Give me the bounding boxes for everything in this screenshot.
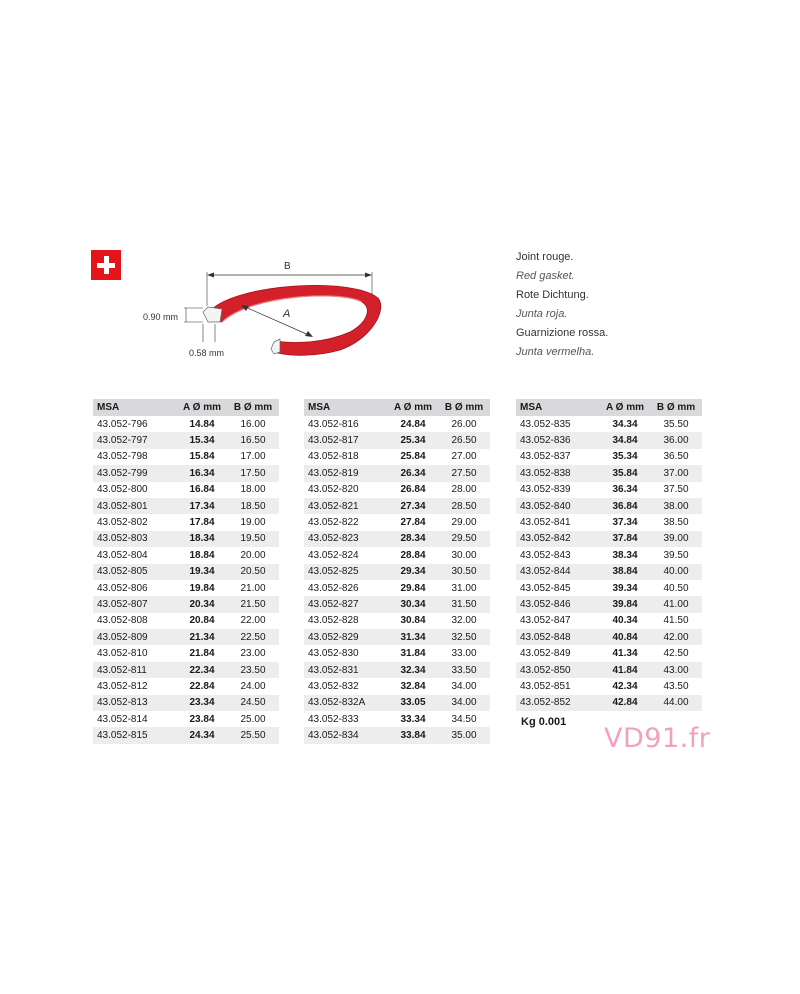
cell-b-diameter: 21.50 bbox=[227, 596, 279, 612]
table-row bbox=[304, 531, 490, 547]
cell-a-diameter: 36.84 bbox=[600, 498, 650, 514]
table-row bbox=[304, 711, 490, 727]
table-row bbox=[304, 613, 490, 629]
cell-a-diameter: 15.84 bbox=[189, 451, 215, 463]
table-row bbox=[516, 596, 702, 612]
table-row bbox=[516, 432, 702, 448]
column-header-msa: MSA bbox=[516, 399, 600, 416]
table-row bbox=[93, 645, 279, 661]
cell-msa: 43.052-800 bbox=[97, 484, 148, 496]
cell-msa: 43.052-804 bbox=[97, 549, 148, 561]
cell-a-diameter: 15.34 bbox=[177, 432, 227, 448]
cell-b-diameter: 43.00 bbox=[650, 662, 702, 678]
table-row bbox=[516, 449, 702, 465]
cell-b-diameter: 44.00 bbox=[650, 695, 702, 711]
cell-msa: 43.052-841 bbox=[520, 517, 571, 529]
cell-a-diameter: 22.84 bbox=[189, 680, 215, 692]
table-row bbox=[516, 547, 702, 563]
cell-msa: 43.052-842 bbox=[516, 531, 600, 547]
cell-a-diameter: 23.34 bbox=[177, 695, 227, 711]
cell-a-diameter: 42.34 bbox=[612, 680, 638, 692]
table-header-row bbox=[93, 399, 279, 416]
cell-b-diameter: 36.50 bbox=[663, 451, 689, 463]
cell-b-diameter: 37.00 bbox=[650, 465, 702, 481]
cell-b-diameter: 23.00 bbox=[240, 648, 266, 660]
cell-a-diameter: 20.84 bbox=[189, 615, 215, 627]
table-row bbox=[516, 465, 702, 481]
cell-a-diameter: 31.34 bbox=[388, 629, 438, 645]
cell-a-diameter: 18.84 bbox=[189, 549, 215, 561]
table-row bbox=[93, 449, 279, 465]
cell-a-diameter: 16.34 bbox=[177, 465, 227, 481]
cell-msa: 43.052-817 bbox=[304, 432, 388, 448]
cell-msa: 43.052-802 bbox=[97, 517, 148, 529]
table-row bbox=[93, 432, 279, 448]
cell-a-diameter: 37.84 bbox=[600, 531, 650, 547]
cell-msa: 43.052-826 bbox=[308, 582, 359, 594]
column-header-a: A Ø mm bbox=[600, 399, 650, 416]
cell-b-diameter: 29.00 bbox=[451, 517, 477, 529]
cell-a-diameter: 20.34 bbox=[177, 596, 227, 612]
cell-a-diameter: 33.05 bbox=[388, 695, 438, 711]
cell-b-diameter: 42.50 bbox=[663, 648, 689, 660]
cell-a-diameter: 35.84 bbox=[600, 465, 650, 481]
table-row bbox=[93, 613, 279, 629]
cell-a-diameter: 17.34 bbox=[177, 498, 227, 514]
cell-b-diameter: 40.00 bbox=[650, 564, 702, 580]
cell-msa: 43.052-831 bbox=[304, 662, 388, 678]
table-row bbox=[93, 514, 279, 530]
cell-a-diameter: 25.34 bbox=[388, 432, 438, 448]
cell-msa: 43.052-811 bbox=[93, 662, 177, 678]
table-row bbox=[304, 498, 490, 514]
table-row bbox=[93, 695, 279, 711]
table-row bbox=[304, 695, 490, 711]
table-row bbox=[93, 416, 279, 432]
cell-b-diameter: 31.00 bbox=[451, 582, 477, 594]
cell-a-diameter: 30.34 bbox=[388, 596, 438, 612]
cell-a-diameter: 26.34 bbox=[388, 465, 438, 481]
cell-b-diameter: 34.00 bbox=[438, 695, 490, 711]
cell-msa: 43.052-850 bbox=[516, 662, 600, 678]
cell-b-diameter: 24.00 bbox=[240, 680, 266, 692]
cell-a-diameter: 28.84 bbox=[400, 549, 426, 561]
cell-a-diameter: 26.84 bbox=[400, 484, 426, 496]
cell-b-diameter: 37.50 bbox=[663, 484, 689, 496]
cell-b-diameter: 23.50 bbox=[227, 662, 279, 678]
table-row bbox=[516, 482, 702, 498]
cell-b-diameter: 16.00 bbox=[240, 418, 266, 430]
cell-b-diameter: 25.50 bbox=[227, 727, 279, 743]
table-row bbox=[304, 449, 490, 465]
cell-b-diameter: 41.50 bbox=[663, 615, 689, 627]
cell-a-diameter: 34.84 bbox=[600, 432, 650, 448]
parts-table-3 bbox=[516, 399, 702, 711]
cell-b-diameter: 32.50 bbox=[438, 629, 490, 645]
table-row bbox=[304, 416, 490, 432]
table-row bbox=[304, 482, 490, 498]
cell-b-diameter: 20.50 bbox=[227, 564, 279, 580]
table-row bbox=[516, 678, 702, 694]
cell-a-diameter: 41.84 bbox=[600, 662, 650, 678]
cell-msa: 43.052-824 bbox=[308, 549, 359, 561]
cell-msa: 43.052-830 bbox=[308, 648, 359, 660]
cell-msa: 43.052-833 bbox=[308, 713, 359, 725]
cell-b-diameter: 30.50 bbox=[438, 564, 490, 580]
cell-msa: 43.052-806 bbox=[97, 582, 148, 594]
cell-b-diameter: 17.50 bbox=[227, 465, 279, 481]
table-row bbox=[93, 596, 279, 612]
cell-msa: 43.052-839 bbox=[520, 484, 571, 496]
column-header-a: A Ø mm bbox=[177, 399, 227, 416]
weight-note: Kg 0.001 bbox=[521, 716, 567, 728]
cell-a-diameter: 29.84 bbox=[400, 582, 426, 594]
cell-msa: 43.052-827 bbox=[304, 596, 388, 612]
cell-a-diameter: 27.84 bbox=[400, 517, 426, 529]
cell-msa: 43.052-815 bbox=[93, 727, 177, 743]
cell-a-diameter: 38.34 bbox=[612, 549, 638, 561]
cell-b-diameter: 17.00 bbox=[240, 451, 266, 463]
column-header-b: B Ø mm bbox=[227, 399, 279, 416]
watermark: VD91.fr bbox=[604, 723, 711, 754]
width-label: 0.58 mm bbox=[189, 348, 225, 358]
cell-msa: 43.052-848 bbox=[516, 629, 600, 645]
cell-b-diameter: 31.50 bbox=[438, 596, 490, 612]
description-de: Rote Dichtung. bbox=[516, 289, 589, 301]
table-row bbox=[93, 482, 279, 498]
cell-a-diameter: 41.34 bbox=[612, 648, 638, 660]
description-pt: Junta vermelha. bbox=[516, 346, 595, 358]
description-fr: Joint rouge. bbox=[516, 251, 574, 263]
cell-a-diameter: 34.34 bbox=[612, 418, 638, 430]
table-row bbox=[93, 564, 279, 580]
cell-a-diameter: 24.34 bbox=[177, 727, 227, 743]
cell-msa: 43.052-844 bbox=[516, 564, 600, 580]
cell-msa: 43.052-807 bbox=[93, 596, 177, 612]
table-row bbox=[93, 629, 279, 645]
table-row bbox=[304, 514, 490, 530]
cell-msa: 43.052-822 bbox=[308, 517, 359, 529]
cell-b-diameter: 33.00 bbox=[451, 648, 477, 660]
cell-a-diameter: 36.34 bbox=[612, 484, 638, 496]
cell-msa: 43.052-837 bbox=[520, 451, 571, 463]
column-header-b: B Ø mm bbox=[438, 399, 490, 416]
cell-b-diameter: 41.00 bbox=[650, 596, 702, 612]
cell-a-diameter: 32.84 bbox=[400, 680, 426, 692]
table-row bbox=[93, 580, 279, 596]
cell-b-diameter: 38.50 bbox=[663, 517, 689, 529]
cell-b-diameter: 25.00 bbox=[240, 713, 266, 725]
cell-b-diameter: 43.50 bbox=[663, 680, 689, 692]
cell-a-diameter: 19.34 bbox=[177, 564, 227, 580]
cell-msa: 43.052-820 bbox=[308, 484, 359, 496]
table-row bbox=[516, 416, 702, 432]
table-row bbox=[304, 662, 490, 678]
table-row bbox=[304, 580, 490, 596]
cell-a-diameter: 33.34 bbox=[400, 713, 426, 725]
cell-msa: 43.052-801 bbox=[93, 498, 177, 514]
parts-table-1 bbox=[93, 399, 279, 744]
table-header-row bbox=[516, 399, 702, 416]
cell-msa: 43.052-834 bbox=[304, 727, 388, 743]
cell-msa: 43.052-846 bbox=[516, 596, 600, 612]
gasket-drawing bbox=[140, 250, 400, 370]
cell-b-diameter: 22.50 bbox=[227, 629, 279, 645]
cell-msa: 43.052-808 bbox=[97, 615, 148, 627]
cell-msa: 43.052-832 bbox=[308, 680, 359, 692]
description-es: Junta roja. bbox=[516, 308, 568, 320]
cell-a-diameter: 37.34 bbox=[612, 517, 638, 529]
cell-a-diameter: 27.34 bbox=[388, 498, 438, 514]
table-row bbox=[304, 629, 490, 645]
cell-b-diameter: 32.00 bbox=[451, 615, 477, 627]
cell-a-diameter: 39.84 bbox=[600, 596, 650, 612]
cell-msa: 43.052-796 bbox=[97, 418, 148, 430]
cell-a-diameter: 19.84 bbox=[189, 582, 215, 594]
cell-msa: 43.052-828 bbox=[308, 615, 359, 627]
table-row bbox=[93, 465, 279, 481]
table-row bbox=[93, 727, 279, 743]
cell-msa: 43.052-840 bbox=[516, 498, 600, 514]
description-en: Red gasket. bbox=[516, 270, 575, 282]
cell-msa: 43.052-838 bbox=[516, 465, 600, 481]
table-row bbox=[304, 727, 490, 743]
table-row bbox=[516, 613, 702, 629]
cell-b-diameter: 22.00 bbox=[240, 615, 266, 627]
cell-a-diameter: 40.84 bbox=[600, 629, 650, 645]
cell-msa: 43.052-813 bbox=[93, 695, 177, 711]
cell-a-diameter: 39.34 bbox=[612, 582, 638, 594]
swiss-flag-icon bbox=[91, 250, 121, 280]
cell-msa: 43.052-829 bbox=[304, 629, 388, 645]
cell-msa: 43.052-810 bbox=[97, 648, 148, 660]
table-row bbox=[93, 678, 279, 694]
cell-msa: 43.052-803 bbox=[93, 531, 177, 547]
table-row bbox=[516, 498, 702, 514]
cell-a-diameter: 29.34 bbox=[388, 564, 438, 580]
table-row bbox=[516, 564, 702, 580]
cell-b-diameter: 20.00 bbox=[240, 549, 266, 561]
cell-b-diameter: 27.50 bbox=[438, 465, 490, 481]
cell-b-diameter: 18.00 bbox=[240, 484, 266, 496]
cell-a-diameter: 24.84 bbox=[400, 418, 426, 430]
parts-table-2 bbox=[304, 399, 490, 744]
thickness-label: 0.90 mm bbox=[143, 312, 179, 322]
table-row bbox=[93, 498, 279, 514]
cell-msa: 43.052-799 bbox=[93, 465, 177, 481]
cell-b-diameter: 28.00 bbox=[451, 484, 477, 496]
cell-a-diameter: 18.34 bbox=[177, 531, 227, 547]
cell-a-diameter: 21.34 bbox=[177, 629, 227, 645]
column-header-msa: MSA bbox=[304, 399, 388, 416]
column-header-b: B Ø mm bbox=[650, 399, 702, 416]
cell-a-diameter: 30.84 bbox=[400, 615, 426, 627]
cell-b-diameter: 40.50 bbox=[663, 582, 689, 594]
cell-msa: 43.052-805 bbox=[93, 564, 177, 580]
cell-b-diameter: 24.50 bbox=[227, 695, 279, 711]
table-row bbox=[93, 531, 279, 547]
cell-b-diameter: 29.50 bbox=[438, 531, 490, 547]
cell-a-diameter: 40.34 bbox=[612, 615, 638, 627]
cell-msa: 43.052-825 bbox=[304, 564, 388, 580]
cell-b-diameter: 36.00 bbox=[650, 432, 702, 448]
cell-msa: 43.052-845 bbox=[520, 582, 571, 594]
cell-a-diameter: 16.84 bbox=[189, 484, 215, 496]
cell-msa: 43.052-847 bbox=[520, 615, 571, 627]
table-row bbox=[304, 432, 490, 448]
cell-msa: 43.052-852 bbox=[516, 695, 600, 711]
cell-a-diameter: 38.84 bbox=[600, 564, 650, 580]
cell-b-diameter: 35.00 bbox=[438, 727, 490, 743]
table-row bbox=[304, 547, 490, 563]
cell-b-diameter: 34.50 bbox=[451, 713, 477, 725]
cell-b-diameter: 16.50 bbox=[227, 432, 279, 448]
cell-msa: 43.052-832A bbox=[304, 695, 388, 711]
cell-b-diameter: 35.50 bbox=[663, 418, 689, 430]
cell-b-diameter: 27.00 bbox=[451, 451, 477, 463]
cell-msa: 43.052-836 bbox=[516, 432, 600, 448]
cell-a-diameter: 31.84 bbox=[400, 648, 426, 660]
product-descriptions bbox=[516, 248, 608, 362]
column-header-a: A Ø mm bbox=[388, 399, 438, 416]
cell-a-diameter: 23.84 bbox=[189, 713, 215, 725]
cell-msa: 43.052-818 bbox=[308, 451, 359, 463]
table-row bbox=[516, 580, 702, 596]
cell-b-diameter: 19.50 bbox=[227, 531, 279, 547]
cell-b-diameter: 26.50 bbox=[438, 432, 490, 448]
cell-b-diameter: 21.00 bbox=[240, 582, 266, 594]
cell-b-diameter: 18.50 bbox=[227, 498, 279, 514]
cell-msa: 43.052-849 bbox=[520, 648, 571, 660]
cell-msa: 43.052-812 bbox=[97, 680, 148, 692]
cell-msa: 43.052-797 bbox=[93, 432, 177, 448]
table-row bbox=[516, 514, 702, 530]
cell-b-diameter: 28.50 bbox=[438, 498, 490, 514]
cell-a-diameter: 22.34 bbox=[177, 662, 227, 678]
cell-msa: 43.052-798 bbox=[97, 451, 148, 463]
cell-msa: 43.052-843 bbox=[520, 549, 571, 561]
gasket-diagram bbox=[140, 250, 400, 370]
cell-msa: 43.052-816 bbox=[308, 418, 359, 430]
cell-a-diameter: 28.34 bbox=[388, 531, 438, 547]
cell-msa: 43.052-809 bbox=[93, 629, 177, 645]
cell-msa: 43.052-819 bbox=[304, 465, 388, 481]
cell-msa: 43.052-821 bbox=[304, 498, 388, 514]
cell-b-diameter: 33.50 bbox=[438, 662, 490, 678]
table-row bbox=[93, 711, 279, 727]
cell-a-diameter: 32.34 bbox=[388, 662, 438, 678]
cell-a-diameter: 25.84 bbox=[400, 451, 426, 463]
cell-b-diameter: 26.00 bbox=[451, 418, 477, 430]
cell-b-diameter: 34.00 bbox=[451, 680, 477, 692]
outer-diameter-label: B bbox=[284, 261, 291, 272]
cell-b-diameter: 42.00 bbox=[650, 629, 702, 645]
table-header-row bbox=[304, 399, 490, 416]
cell-a-diameter: 14.84 bbox=[189, 418, 215, 430]
cell-msa: 43.052-835 bbox=[520, 418, 571, 430]
table-row bbox=[93, 547, 279, 563]
cell-a-diameter: 35.34 bbox=[612, 451, 638, 463]
cell-msa: 43.052-823 bbox=[304, 531, 388, 547]
table-row bbox=[516, 695, 702, 711]
swiss-cross-icon bbox=[104, 256, 109, 274]
inner-diameter-label: A bbox=[283, 308, 291, 320]
cell-b-diameter: 39.50 bbox=[663, 549, 689, 561]
table-row bbox=[516, 645, 702, 661]
cell-a-diameter: 42.84 bbox=[600, 695, 650, 711]
cell-msa: 43.052-851 bbox=[520, 680, 571, 692]
cell-b-diameter: 19.00 bbox=[240, 517, 266, 529]
cell-a-diameter: 21.84 bbox=[189, 648, 215, 660]
table-row bbox=[516, 629, 702, 645]
cell-a-diameter: 17.84 bbox=[189, 517, 215, 529]
table-row bbox=[516, 662, 702, 678]
description-it: Guarnizione rossa. bbox=[516, 327, 609, 339]
table-row bbox=[304, 465, 490, 481]
column-header-msa: MSA bbox=[93, 399, 177, 416]
cell-b-diameter: 38.00 bbox=[650, 498, 702, 514]
table-row bbox=[304, 564, 490, 580]
cell-msa: 43.052-814 bbox=[97, 713, 148, 725]
table-row bbox=[304, 645, 490, 661]
cell-b-diameter: 39.00 bbox=[650, 531, 702, 547]
cell-a-diameter: 33.84 bbox=[388, 727, 438, 743]
table-row bbox=[304, 678, 490, 694]
table-row bbox=[516, 531, 702, 547]
table-row bbox=[304, 596, 490, 612]
cell-b-diameter: 30.00 bbox=[451, 549, 477, 561]
table-row bbox=[93, 662, 279, 678]
